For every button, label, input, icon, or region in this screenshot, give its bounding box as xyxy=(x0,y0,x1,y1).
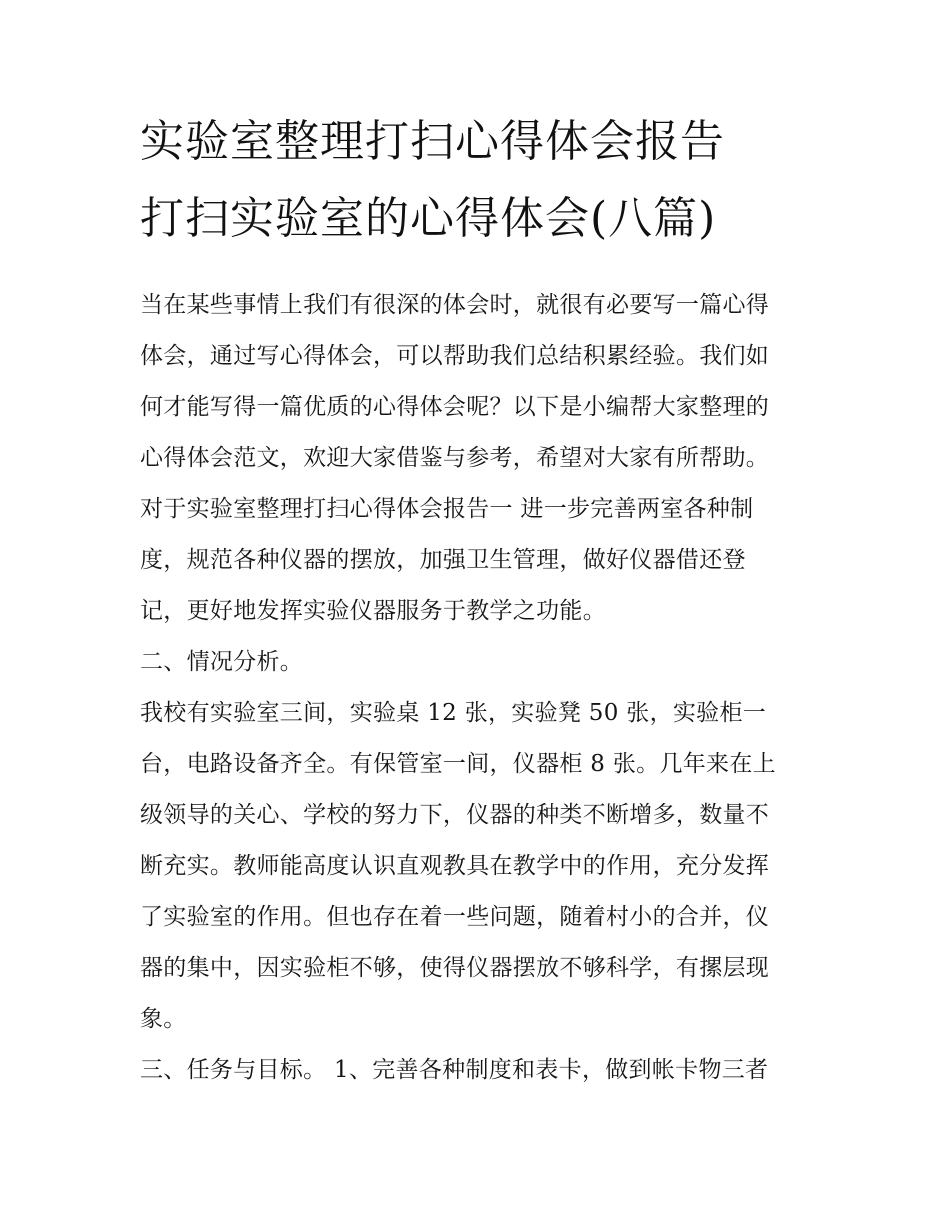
body-line: 心得体会范文，欢迎大家借鉴与参考，希望对大家有所帮助。 xyxy=(140,445,770,471)
body-line: 台，电路设备齐全。有保管室一间，仪器柜 8 张。几年来在上 xyxy=(140,751,776,777)
body-line: 体会，通过写心得体会，可以帮助我们总结积累经验。我们如 xyxy=(140,343,770,369)
body-line: 断充实。教师能高度认识直观教具在教学中的作用，充分发挥 xyxy=(140,853,770,879)
document-title xyxy=(140,112,840,266)
body-line: 我校有实验室三间，实验桌 12 张，实验凳 50 张，实验柜一 xyxy=(140,700,767,726)
section-heading: 三、任务与目标。 1、完善各种制度和表卡，做到帐卡物三者 xyxy=(140,1057,769,1083)
document-body xyxy=(140,280,820,1096)
body-line: 记，更好地发挥实验仪器服务于教学之功能。 xyxy=(140,598,606,624)
title-line-1: 实验室整理打扫心得体会报告 xyxy=(140,116,725,167)
body-line: 象。 xyxy=(140,1006,187,1032)
body-line: 度，规范各种仪器的摆放，加强卫生管理，做好仪器借还登 xyxy=(140,547,746,573)
body-line: 何才能写得一篇优质的心得体会呢？以下是小编帮大家整理的 xyxy=(140,394,770,420)
body-line: 当在某些事情上我们有很深的体会时，就很有必要写一篇心得 xyxy=(140,292,770,318)
body-line: 级领导的关心、学校的努力下，仪器的种类不断增多，数量不 xyxy=(140,802,770,828)
section-heading: 二、情况分析。 xyxy=(140,649,304,675)
body-line: 器的集中，因实验柜不够，使得仪器摆放不够科学，有摞层现 xyxy=(140,955,770,981)
body-line: 对于实验室整理打扫心得体会报告一 进一步完善两室各种制 xyxy=(140,496,754,522)
title-line-2: 打扫实验室的心得体会(八篇) xyxy=(140,193,717,244)
body-line: 了实验室的作用。但也存在着一些问题，随着村小的合并，仪 xyxy=(140,904,770,930)
